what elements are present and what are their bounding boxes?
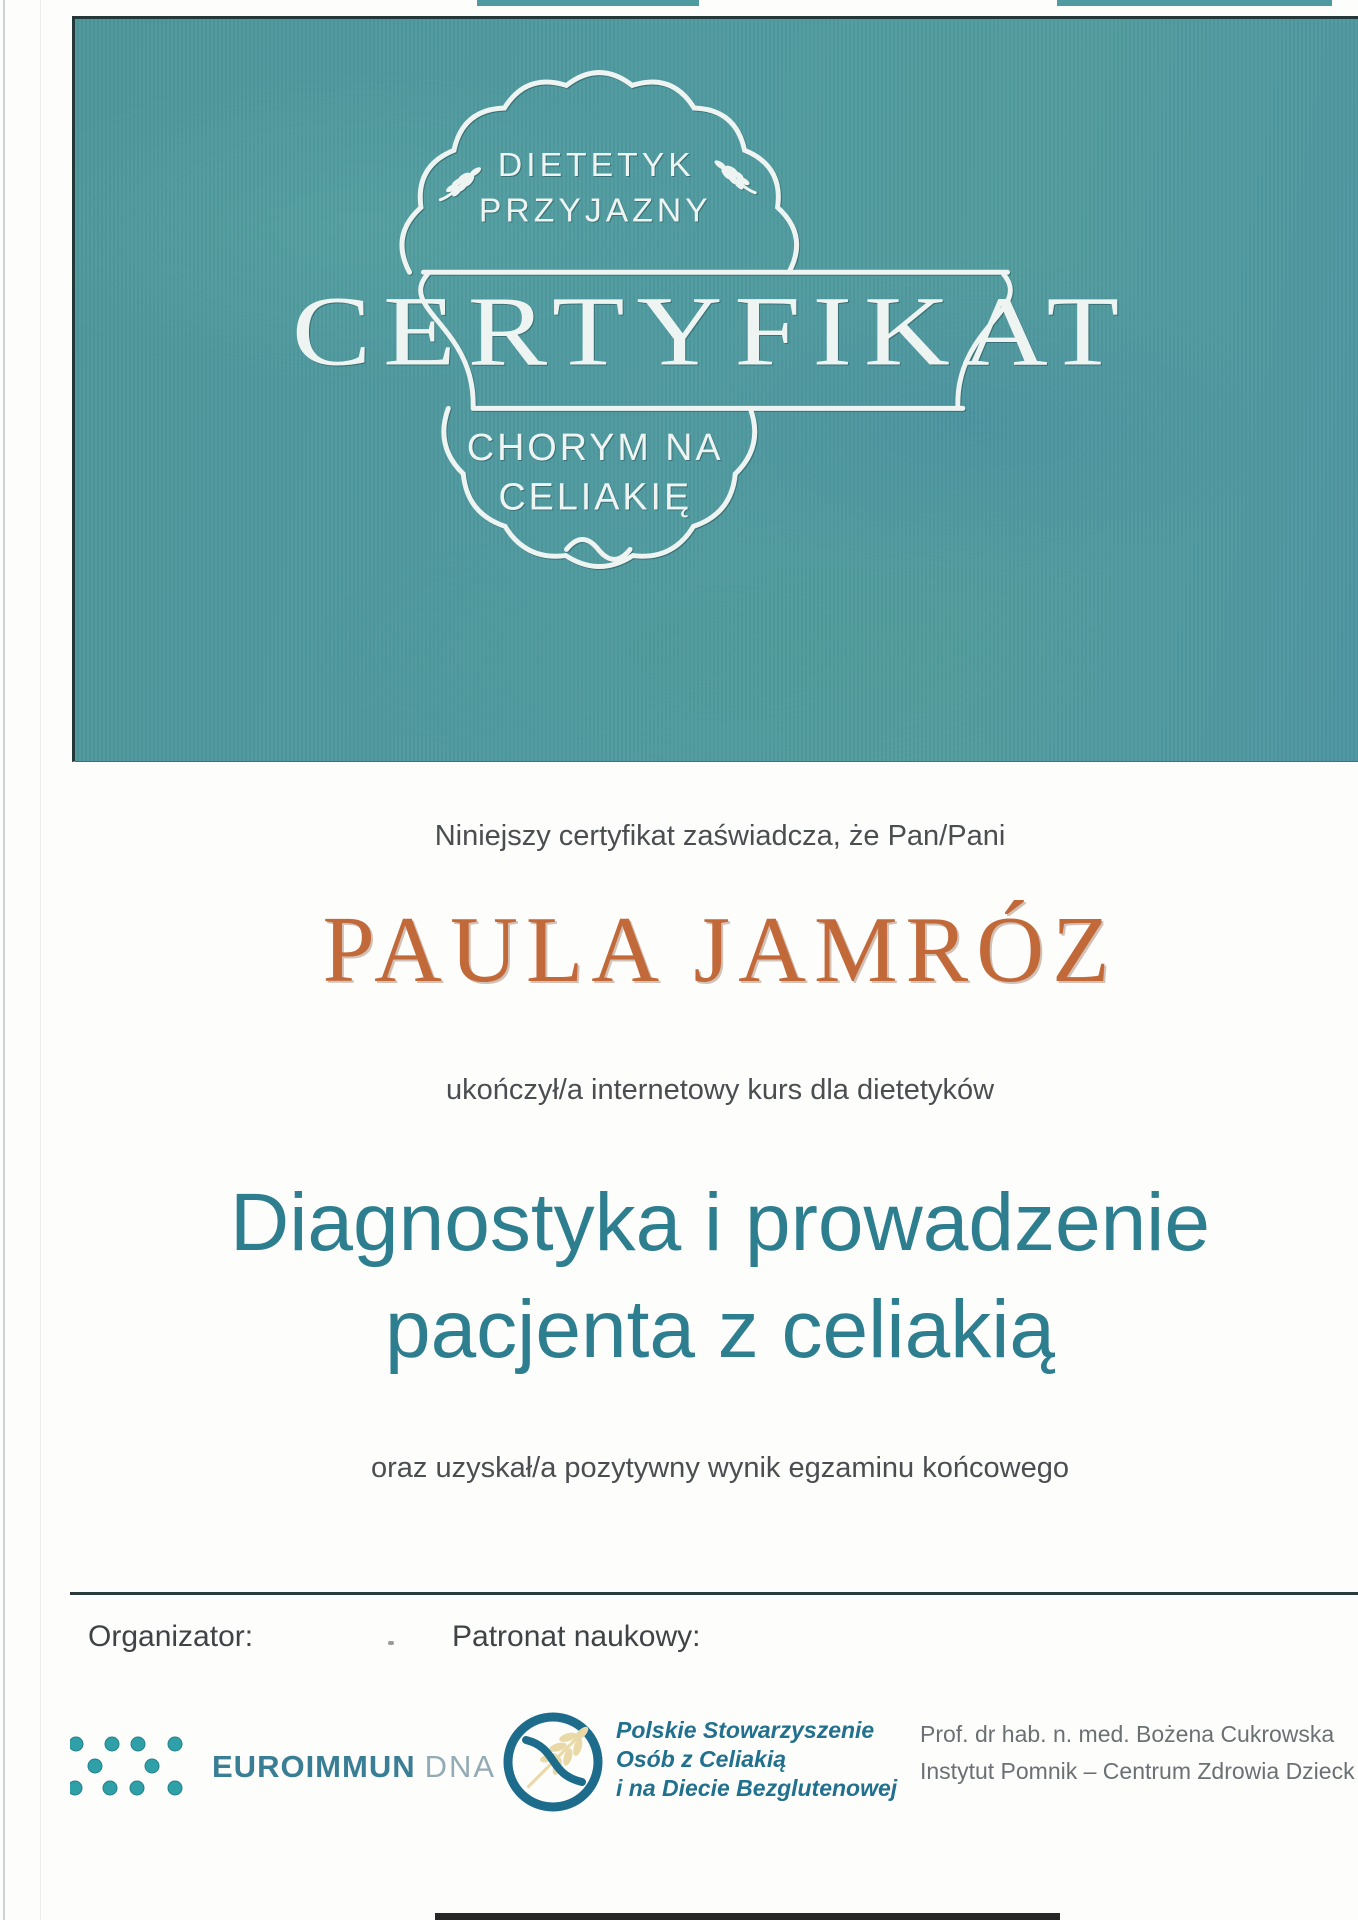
scan-artifact-bar <box>435 1913 1060 1920</box>
seal-top-line1: DIETETYK <box>497 145 695 184</box>
patron-line2: Instytut Pomnik – Centrum Zdrowia Dzieck <box>920 1757 1355 1784</box>
course-title-line2: pacjenta z celiakią <box>384 1283 1056 1375</box>
footer-divider <box>70 1592 1358 1595</box>
celiac-association-name <box>616 1716 897 1802</box>
course-intro-text: ukończył/a internetowy kurs dla dietetyków <box>445 1074 995 1106</box>
scan-artifact-speck <box>388 1641 394 1645</box>
result-text: oraz uzyskał/a pozytywny wynik egzaminu końcowego <box>371 1452 1069 1484</box>
celiac-name-line2: Osób z Celiakią <box>616 1745 787 1772</box>
course-title <box>72 1170 1358 1383</box>
seal-badge <box>75 19 1358 761</box>
seal-top-line2: PRZYJAZNY <box>478 191 712 230</box>
seal-title: CERTYFIKAT <box>291 276 1132 387</box>
wheat-right-icon <box>713 159 755 193</box>
euroimmun-dna-suffix: DNA <box>424 1749 497 1784</box>
seal-bottom-line2: CELIAKIĘ <box>498 475 693 518</box>
organizer-label: Organizator: <box>88 1620 254 1653</box>
euroimmun-name: EUROIMMUN <box>212 1749 416 1784</box>
recipient-name: PAULA JAMRÓZ <box>322 898 1118 1002</box>
course-title-line1: Diagnostyka i prowadzenie <box>230 1177 1210 1268</box>
scan-artifact-sliver <box>477 0 699 6</box>
celiac-name-line1: Polskie Stowarzyszenie <box>616 1717 875 1743</box>
scientific-patron-text <box>920 1716 1358 1790</box>
euroimmun-dots-icon <box>70 1735 190 1799</box>
celiac-association-icon <box>500 1708 608 1816</box>
patron-line1: Prof. dr hab. n. med. Bożena Cukrowska <box>920 1721 1335 1747</box>
intro-text: Niniejszy certyfikat zaświadcza, że Pan/Pani <box>434 820 1006 852</box>
seal-bottom-line1: CHORYM NA <box>466 426 724 469</box>
scan-artifact-line <box>40 0 41 1920</box>
seal-tilde-flourish <box>567 539 631 559</box>
patronage-label: Patronat naukowy: <box>452 1620 701 1653</box>
scan-artifact-sliver <box>1057 0 1332 6</box>
celiac-name-line3: i na Diecie Bezglutenowej <box>616 1774 898 1801</box>
euroimmun-logo <box>70 1735 496 1799</box>
wheat-left-icon <box>440 166 482 200</box>
banner <box>72 16 1358 762</box>
scan-artifact-line <box>3 0 5 1920</box>
